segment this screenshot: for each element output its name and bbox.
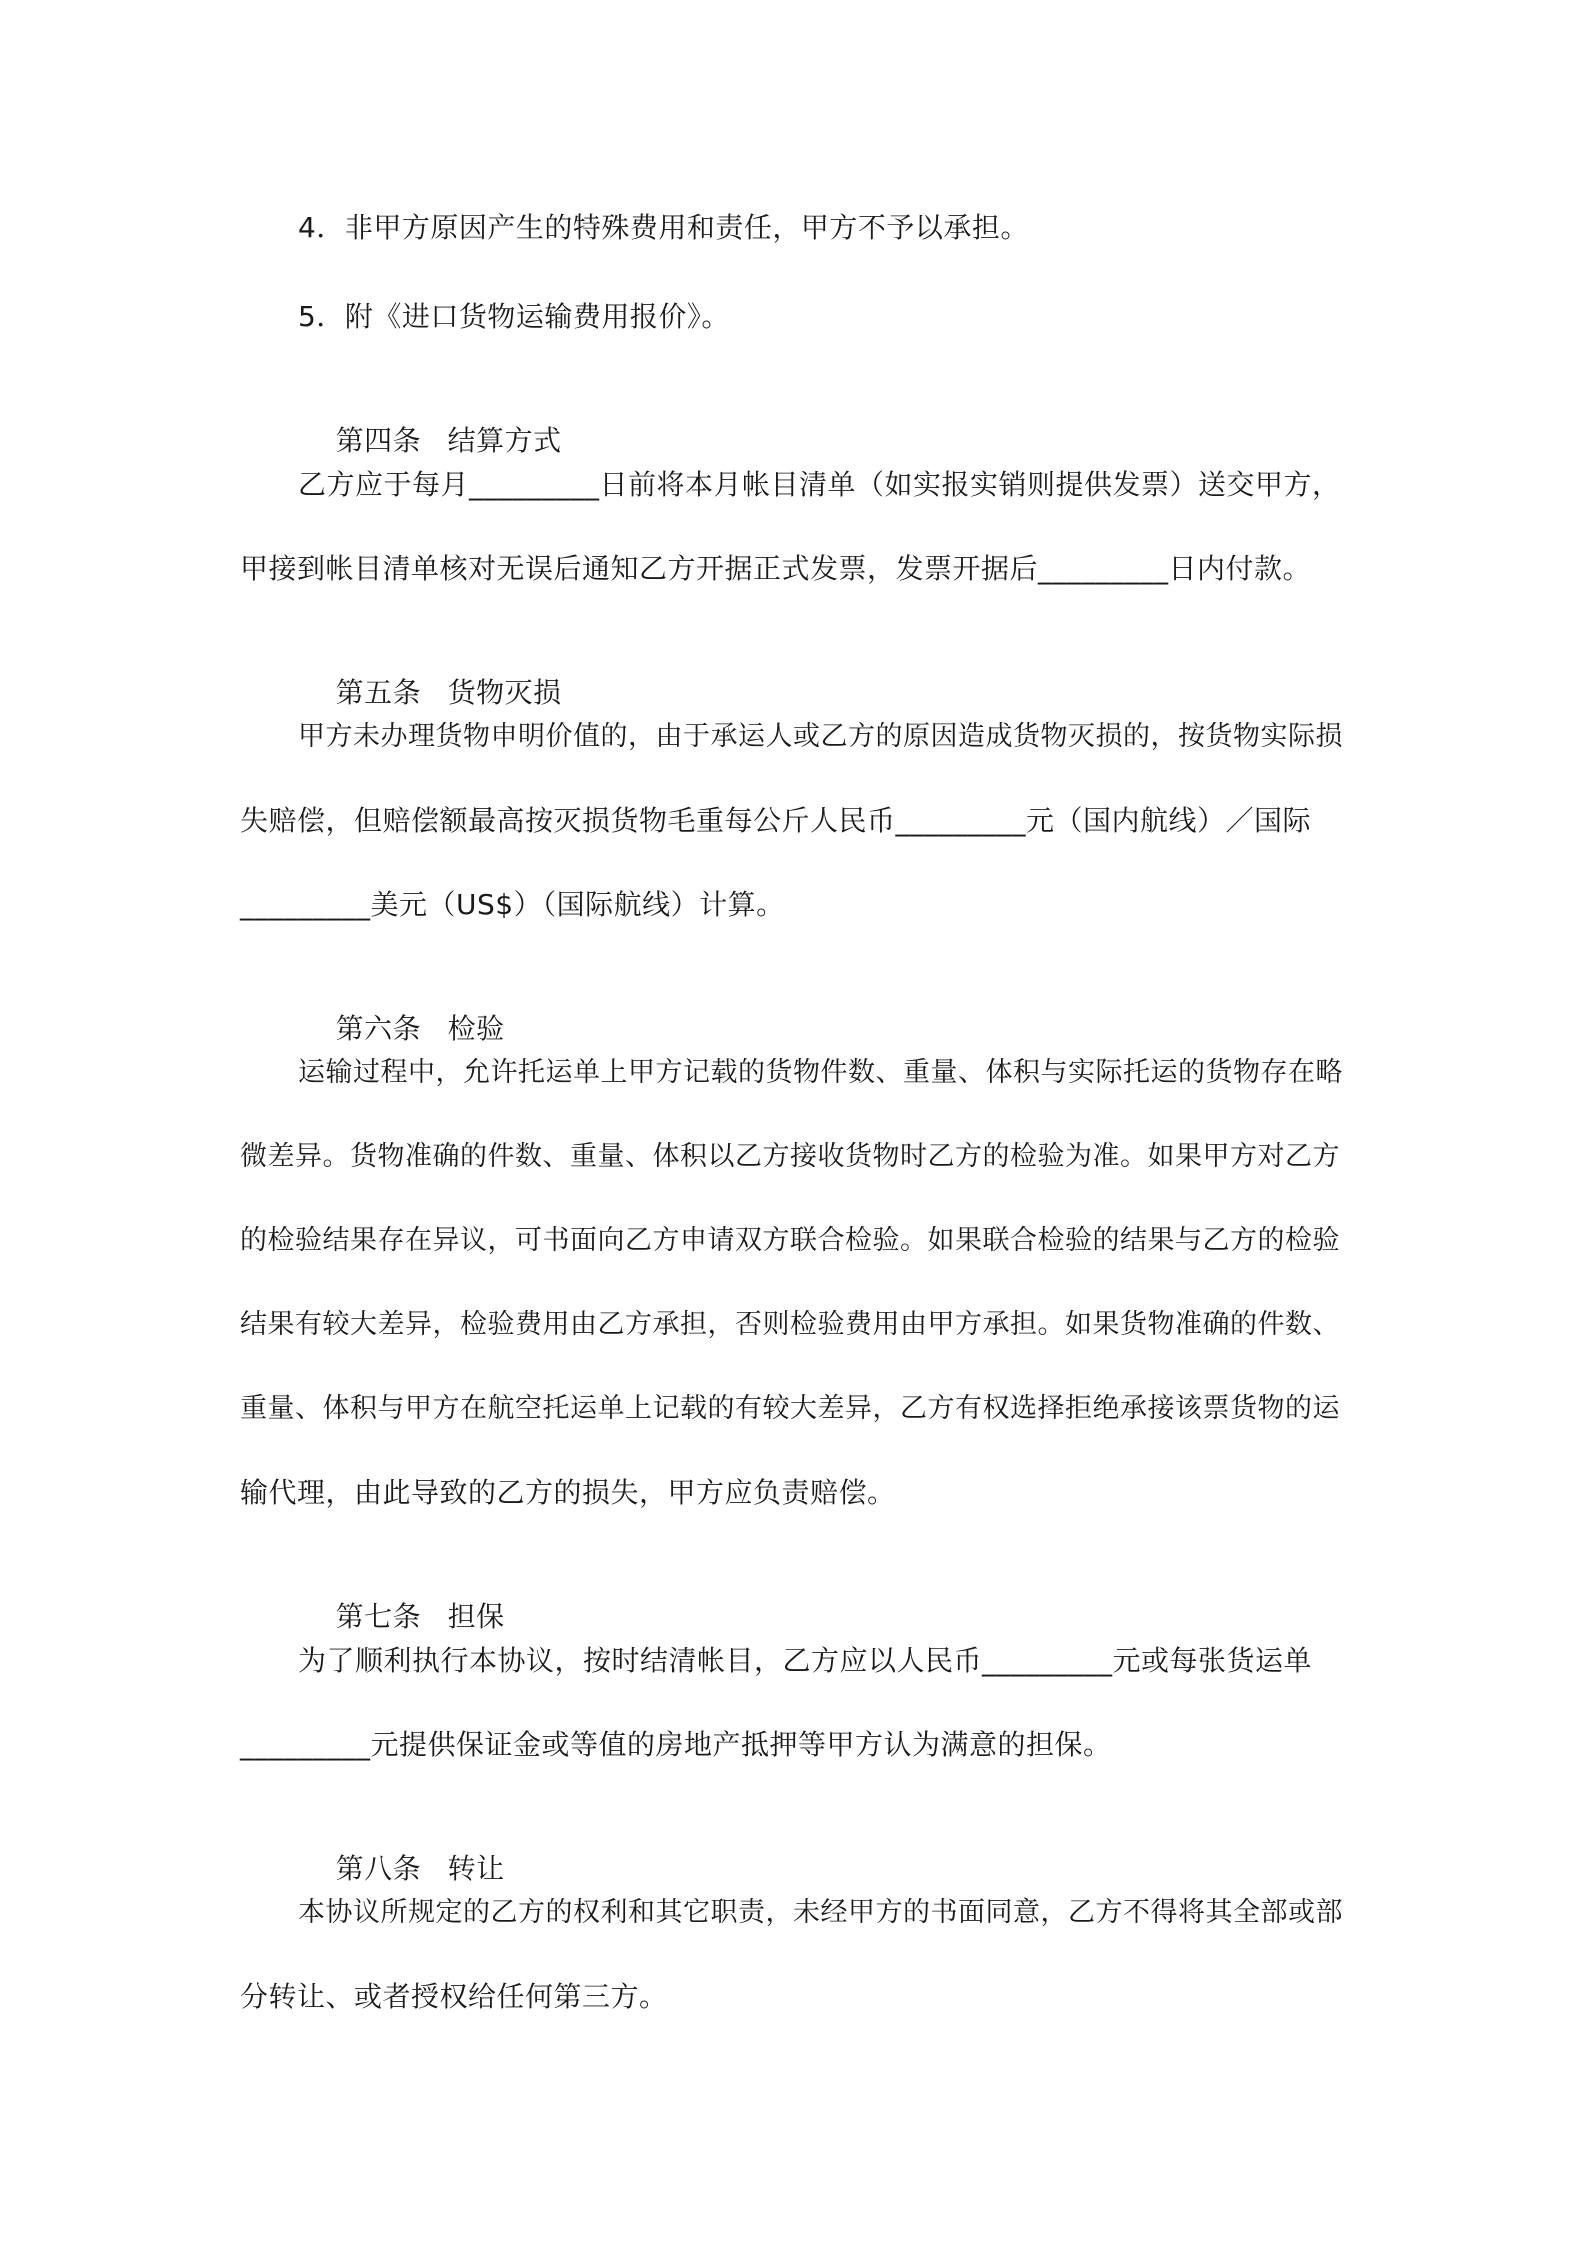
section-8-title: 转让 [447,1852,505,1885]
section-4-line-1: 乙方应于每月_________日前将本月帐目清单（如实报实销则提供发票）送交甲方， [298,468,1341,501]
section-8-number: 第八条 [335,1852,422,1885]
section-4-number: 第四条 [335,424,422,457]
section-5-line-2: 失赔偿，但赔偿额最高按灭损货物毛重每公斤人民币_________元（国内航线）／国际 [240,804,1312,837]
section-7-number: 第七条 [335,1600,422,1633]
section-8-line-2: 分转让、或者授权给任何第三方。 [240,1980,668,2013]
section-6-line-1: 运输过程中，允许托运单上甲方记载的货物件数、重量、体积与实际托运的货物存在略 [298,1057,1343,1088]
section-7-line-1: 为了顺利执行本协议，按时结清帐目，乙方应以人民币_________元或每张货运单 [298,1644,1313,1677]
section-5-line-3: _________美元（US$）（国际航线）计算。 [240,888,785,921]
item-5: 5．附《进口货物运输费用报价》。 [298,300,730,333]
section-5-title: 货物灭损 [447,676,562,709]
section-8-line-1: 本协议所规定的乙方的权利和其它职责，未经甲方的书面同意，乙方不得将其全部或部 [298,1897,1343,1928]
section-6-line-2: 微差异。货物准确的件数、重量、体积以乙方接收货物时乙方的检验为准。如果甲方对乙方 [240,1141,1340,1172]
item-4: 4．非甲方原因产生的特殊费用和责任，甲方不予以承担。 [298,211,1029,244]
section-7-title: 担保 [447,1600,505,1633]
section-6-line-4: 结果有较大差异，检验费用由乙方承担，否则检验费用由甲方承担。如果货物准确的件数、 [240,1309,1340,1340]
section-7-line-2: _________元提供保证金或等值的房地产抵押等甲方认为满意的担保。 [240,1728,1112,1761]
section-4-title: 结算方式 [447,424,562,457]
section-6-number: 第六条 [335,1012,422,1045]
section-5-line-1: 甲方未办理货物申明价值的，由于承运人或乙方的原因造成货物灭损的，按货物实际损 [298,721,1343,752]
section-5-number: 第五条 [335,676,422,709]
section-6-title: 检验 [447,1012,505,1045]
section-6-line-3: 的检验结果存在异议，可书面向乙方申请双方联合检验。如果联合检验的结果与乙方的检验 [240,1225,1340,1256]
section-6-line-5: 重量、体积与甲方在航空托运单上记载的有较大差异，乙方有权选择拒绝承接该票货物的运 [240,1393,1340,1424]
section-6-line-6: 输代理，由此导致的乙方的损失，甲方应负责赔偿。 [240,1476,896,1509]
section-4-line-2: 甲接到帐目清单核对无误后通知乙方开据正式发票，发票开据后_________日内付款。 [240,552,1312,585]
